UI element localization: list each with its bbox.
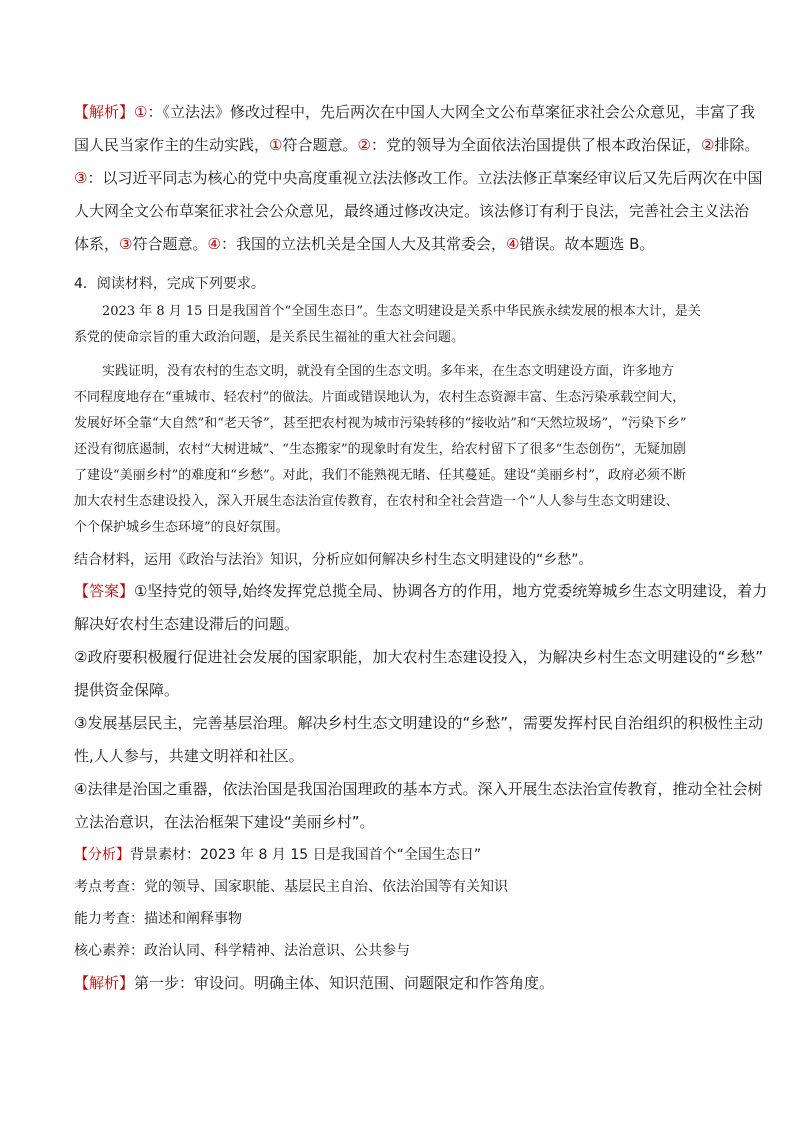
analysis-tag: 【分析】 [74, 847, 130, 863]
analysis-section-3: 【解析】第一步：审设问。明确主体、知识范围、问题限定和作答角度。 [74, 974, 555, 992]
answer-tag: 【答案】 [74, 582, 135, 600]
analysis-tag: 【解析】 [74, 974, 135, 992]
analysis-section-1: 【解析】①：《立法法》修改过程中，先后两次在中国人大网全文公布草案征求社会公众意见，丰富了我 国人民当家作主的生动实践，①符合题意。②：党的领导为全面依法治国提供了根本政治保证，②排除。 ③：以习近平同志为核心的党中央高度重视立法法修改工作。立法法修正草案经审议后又先后两次在中国 人大网全文公布草案征求社会公众意见，最终通过修改决定。该法修订有利于良法，完善社会主义法治 体系，③符合题意。④：我国的立法机关是全国人大及其常委会，④错误。故本题选 B。 [74, 103, 763, 253]
question-prompt: 结合材料，运用《政治与法治》知识，分析应如何解决乡村生态文明建设的“乡愁”。 [74, 552, 593, 568]
question-title: 4．阅读材料，完成下列要求。 [74, 276, 265, 292]
answer-section: 【答案】①坚持党的领导,始终发挥党总揽全局、协调各方的作用，地方党委统筹城乡生态文明建设，着力 解决好农村生态建设滞后的问题。 ②政府要积极履行促进社会发展的国家职能，加大农村生态建设投入，为解决乡村生态文明建设的“乡愁” 提供资金保障。 ③发展基层民主，完善基层治理。解决乡村生态文明建设的“乡愁”，需要发挥村民自治组织的积极性主动 性,人人参与，共建文明祥和社区。 ④法律是治国之重器，依法治国是我国治国理政的基本方式。深入开展生态法治宣传教育，推动全社会树 立法治意识，在法治框架下建设“美丽乡村”。 [74, 582, 768, 831]
analysis-section-2: 【分析】背景素材：2023 年 8 月 15 日是我国首个“全国生态日” 考点考查：党的领导、国家职能、基层民主自治、依法治国等有关知识 能力考查：描述和阐释事物 核心素养：政治认同、科学精神、法治意识、公共参与 [74, 847, 508, 959]
question-4 [74, 269, 734, 575]
analysis-tag: 【解析】 [74, 103, 135, 121]
material-block: 2023 年 8 月 15 日是我国首个“全国生态日”。生态文明建设是关系中华民族永续发展的根本大计，是关 系党的使命宗旨的重大政治问题，是关系民生福祉的重大社会问题。 实践证明，没有农村的生态文明，就没有全国的生态文明。多年来，在生态文明建设方面，许多地方 不同程度地存在“重城市、轻农村”的做法。片面或错误地认为，农村生态资源丰富、生态污染承载空间大， 发展好坏全靠“大自然”和“老天爷”，甚至把农村视为城市污染转移的“接收站”和“天然垃圾场”，“污染下乡” 还没有彻底遏制，农村“大树进城”、“生态搬家”的现象时有发生，给农村留下了很多“生态创伤”，无疑加剧 了建设“美丽乡村”的难度和“乡愁”。对此，我们不能熟视无睹、任其蔓延。建设“美丽乡村”，政府必须不断 加大农村生态建设投入，深入开展生态法治宣传教育，在农村和全社会营造一个“人人参与生态文明建设、 个个保护城乡生态环境”的良好氛围。 [74, 304, 701, 535]
